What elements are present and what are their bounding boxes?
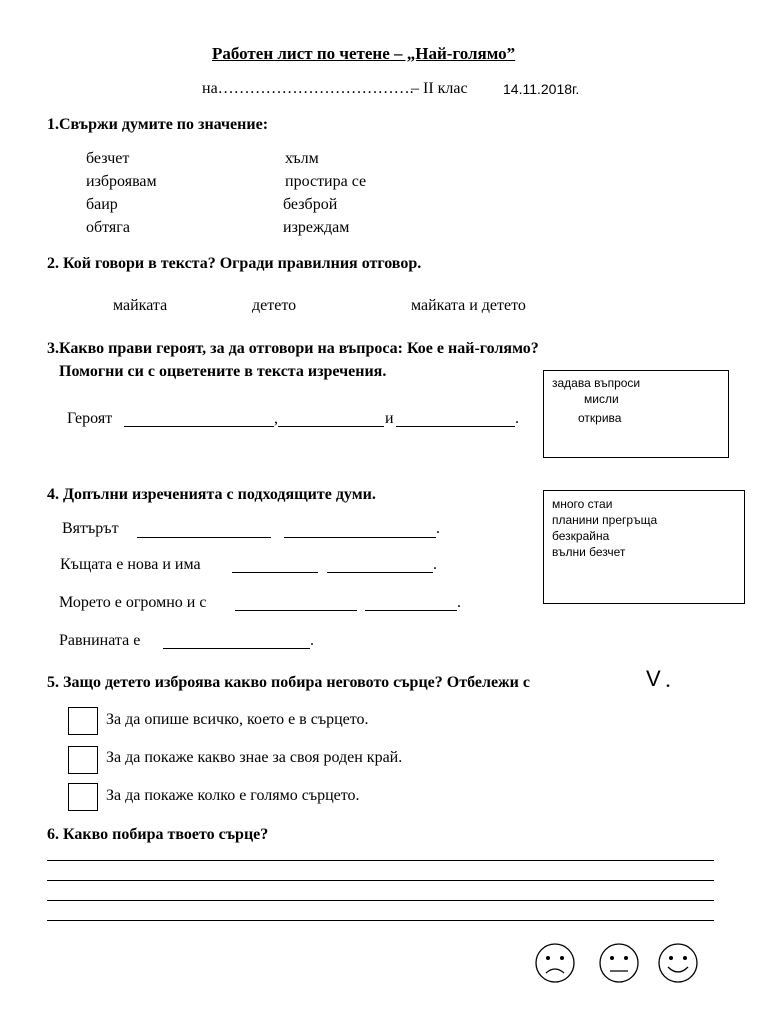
q2-option[interactable]: детето [252,297,297,314]
q2-option[interactable]: майката [113,297,168,314]
q1-right-word: простира се [285,173,367,190]
q4-dot: . [457,594,461,611]
neutral-face-icon[interactable] [597,942,641,984]
q6-heading: 6. Какво побира твоето сърце? [47,826,269,843]
q3-comma: , [274,410,278,427]
q4-sentence: Вятърът [62,520,119,537]
q4-blank[interactable] [327,572,433,573]
q3-heading: 3.Какво прави героят, за да отговори на въпроса: Кое е най-голямо? [47,340,539,357]
q5-option: За да покаже колко е голямо сърцето. [106,787,360,804]
q5-option: За да покаже какво знае за своя роден край. [106,749,403,766]
sad-face-icon[interactable] [533,942,577,984]
q1-left-word: безчет [86,150,130,167]
q4-dot: . [433,556,437,573]
class-label: – II клас [411,80,468,97]
q5-checkbox-1[interactable] [68,707,98,735]
q3-word-box [543,370,729,458]
q4-box-word: безкрайна [552,529,610,543]
q4-sentence: Къщата е нова и има [60,556,201,573]
q4-box-word: вълни безчет [552,545,626,559]
q3-box-word: мисли [584,392,619,406]
q5-heading: 5. Защо детето изброява какво побира неговото сърце? Отбележи с [47,674,530,691]
q4-blank[interactable] [163,648,310,649]
q2-heading: 2. Кой говори в текста? Огради правилния отговор. [47,255,422,272]
name-field-label: на………………………………. [202,80,414,97]
q3-blank-2[interactable] [278,426,384,427]
q1-heading: 1.Свържи думите по значение: [47,116,269,133]
q3-and: и [385,410,394,427]
q4-blank[interactable] [365,610,457,611]
q4-blank[interactable] [137,537,271,538]
q3-box-word: открива [578,411,622,425]
q4-blank[interactable] [284,537,436,538]
date: 14.11.2018г. [503,81,580,97]
q1-right-word: изреждам [283,219,350,236]
q5-checkbox-2[interactable] [68,746,98,774]
q5-option: За да опише всичко, което е в сърцето. [106,711,369,728]
checkmark-symbol: V [646,666,661,691]
q4-blank[interactable] [235,610,357,611]
q3-dot: . [515,410,519,427]
answer-line[interactable] [47,860,714,861]
q2-option[interactable]: майката и детето [411,297,526,314]
answer-line[interactable] [47,900,714,901]
q4-box-word: много стаи [552,497,613,511]
q3-blank-1[interactable] [124,426,274,427]
q4-sentence: Равнината е [59,632,141,649]
q1-right-word: хълм [285,150,319,167]
answer-line[interactable] [47,880,714,881]
q4-box-word: планини прегръща [552,513,658,527]
q5-checkbox-3[interactable] [68,783,98,811]
page-title: Работен лист по четене – „Най-голямо” [212,44,516,63]
q4-heading: 4. Допълни изреченията с подходящите думи. [47,486,376,503]
q1-right-word: безброй [283,196,338,213]
q4-dot: . [436,520,440,537]
q4-sentence: Морето е огромно и с [59,594,207,611]
q3-sentence-start: Героят [67,410,113,427]
q3-box-word: задава въпроси [552,376,641,390]
q1-left-word: обтяга [86,219,130,236]
q3-subheading: Помогни си с оцветените в текста изречения. [59,363,387,380]
q4-blank[interactable] [232,572,318,573]
q1-left-word: баир [86,196,118,213]
answer-line[interactable] [47,920,714,921]
q3-blank-3[interactable] [396,426,515,427]
q4-dot: . [310,632,314,649]
happy-face-icon[interactable] [656,942,700,984]
q5-heading-end: . [666,674,670,691]
q1-left-word: изброявам [86,173,157,190]
q4-word-box [543,490,745,604]
